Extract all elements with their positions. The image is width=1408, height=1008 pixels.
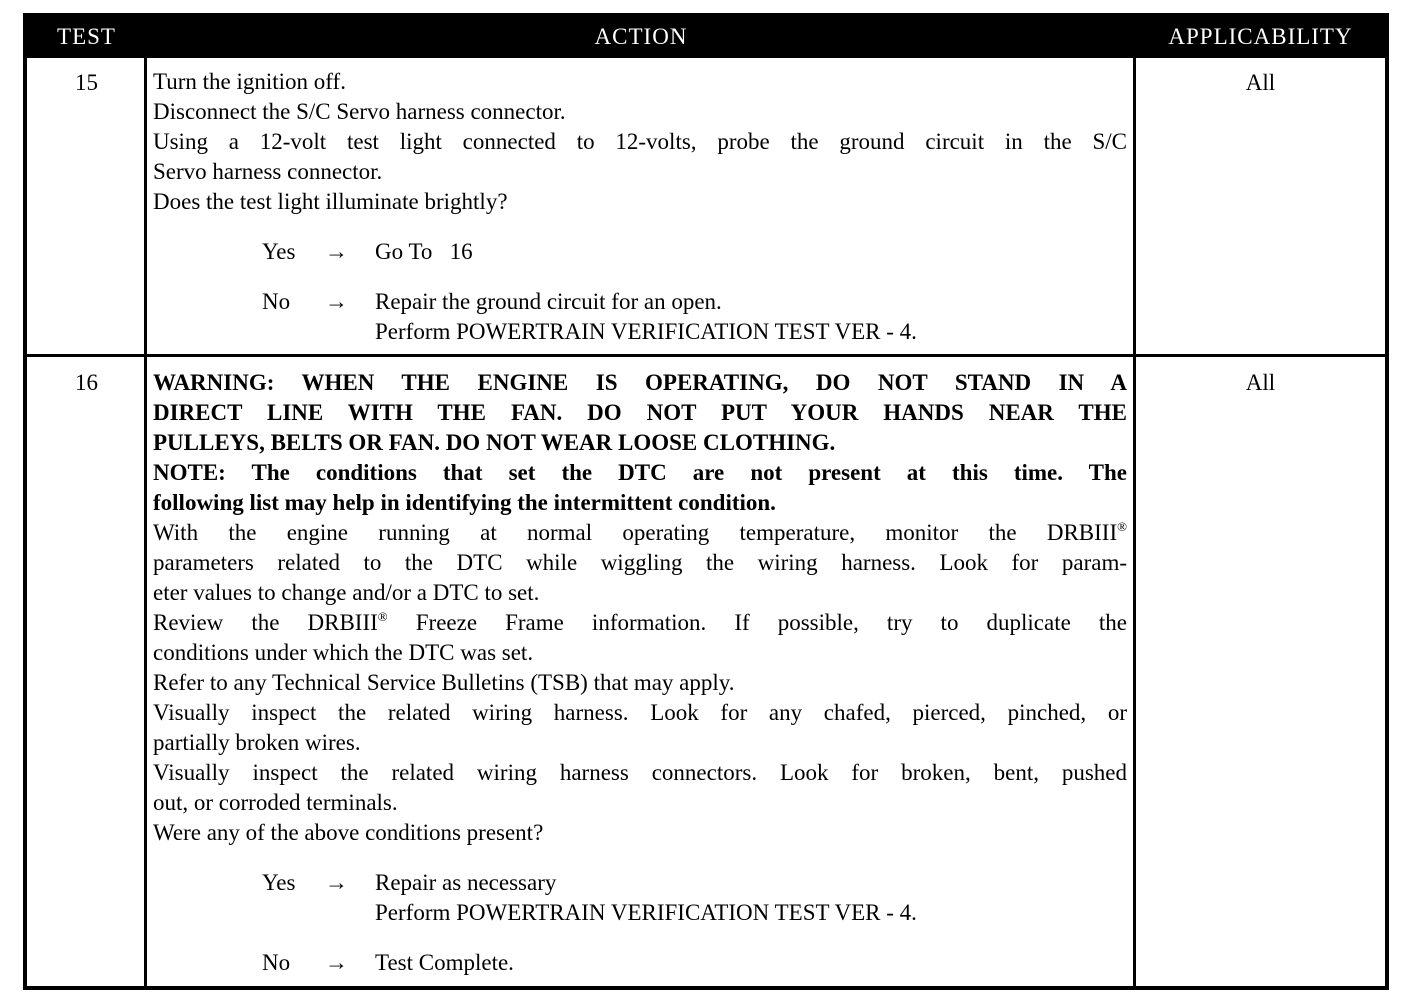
step-line: Visually inspect the related wiring harness. Look for any chafed, pierced, pinched, or [153,700,1127,725]
step-line: out, or corroded terminals. [153,790,398,815]
no-action-verify: Perform POWERTRAIN VERIFICATION TEST VER - 4. [375,319,917,344]
warning-line: DIRECT LINE WITH THE FAN. DO NOT PUT YOUR HANDS NEAR THE [153,400,1127,425]
step-line: conditions under which the DTC was set. [153,640,534,665]
question-line: Were any of the above conditions present? [153,820,544,845]
step-line: eter values to change and/or a DTC to set. [153,580,540,605]
test-16-action [153,368,1127,978]
yes-label: Yes [262,239,296,264]
step-line: Visually inspect the related wiring harness connectors. Look for broken, bent, pushed [153,760,1127,785]
step-line: With the engine running at normal operating temperature, monitor the DRBIII® [153,519,1127,545]
yes-label: Yes [262,870,296,895]
step-line: parameters related to the DTC while wiggling the wiring harness. Look for param- [153,550,1127,575]
note-line: following list may help in identifying the intermittent condition. [153,490,776,515]
test-number-16: 16 [75,370,98,395]
no-response [153,287,1127,317]
yes-action: Repair as necessary [375,870,557,895]
test-15-action [153,67,1127,347]
arrow-icon: → [325,870,348,895]
header-test: TEST [57,24,116,49]
column-divider-applicability [1133,58,1136,986]
no-action: Test Complete. [375,950,514,975]
arrow-icon: → [325,239,348,264]
question-line: Does the test light illuminate brightly? [153,189,508,214]
arrow-icon: → [325,289,348,314]
yes-response-continued [153,898,1127,928]
step-line: Turn the ignition off. [153,69,346,94]
no-response-continued [153,317,1127,347]
yes-action: Go To 16 [375,239,473,264]
no-label: No [262,289,291,314]
step-line: Disconnect the S/C Servo harness connector. [153,99,566,124]
header-applicability: APPLICABILITY [1168,24,1353,49]
yes-action-verify: Perform POWERTRAIN VERIFICATION TEST VER - 4. [375,900,917,925]
applicability-16: All [1245,370,1276,395]
step-line: Review the DRBIII® Freeze Frame information. If possible, try to duplicate the [153,609,1127,635]
test-number-15: 15 [75,70,98,95]
warning-line: PULLEYS, BELTS OR FAN. DO NOT WEAR LOOSE CLOTHING. [153,430,836,455]
note-line: NOTE: The conditions that set the DTC are not present at this time. The [153,460,1127,485]
diagnostic-test-table [23,13,1389,990]
yes-response [153,237,1127,267]
registered-mark: ® [377,609,388,624]
warning-line: WARNING: WHEN THE ENGINE IS OPERATING, DO NOT STAND IN A [153,370,1127,395]
column-divider-test [144,58,147,986]
header-action: ACTION [594,24,688,49]
applicability-15: All [1245,70,1276,95]
registered-mark: ® [1117,519,1127,534]
step-line: partially broken wires. [153,730,361,755]
step-line: Using a 12-volt test light connected to 12-volts, probe the ground circuit in the S/C [153,129,1127,154]
step-line: Refer to any Technical Service Bulletins (TSB) that may apply. [153,670,735,695]
row-divider [27,354,1385,357]
step-line: Servo harness connector. [153,159,383,184]
no-label: No [262,950,291,975]
no-action: Repair the ground circuit for an open. [375,289,722,314]
yes-response [153,868,1127,898]
arrow-icon: → [325,950,348,975]
no-response [153,948,1127,978]
table-header [27,17,1385,58]
